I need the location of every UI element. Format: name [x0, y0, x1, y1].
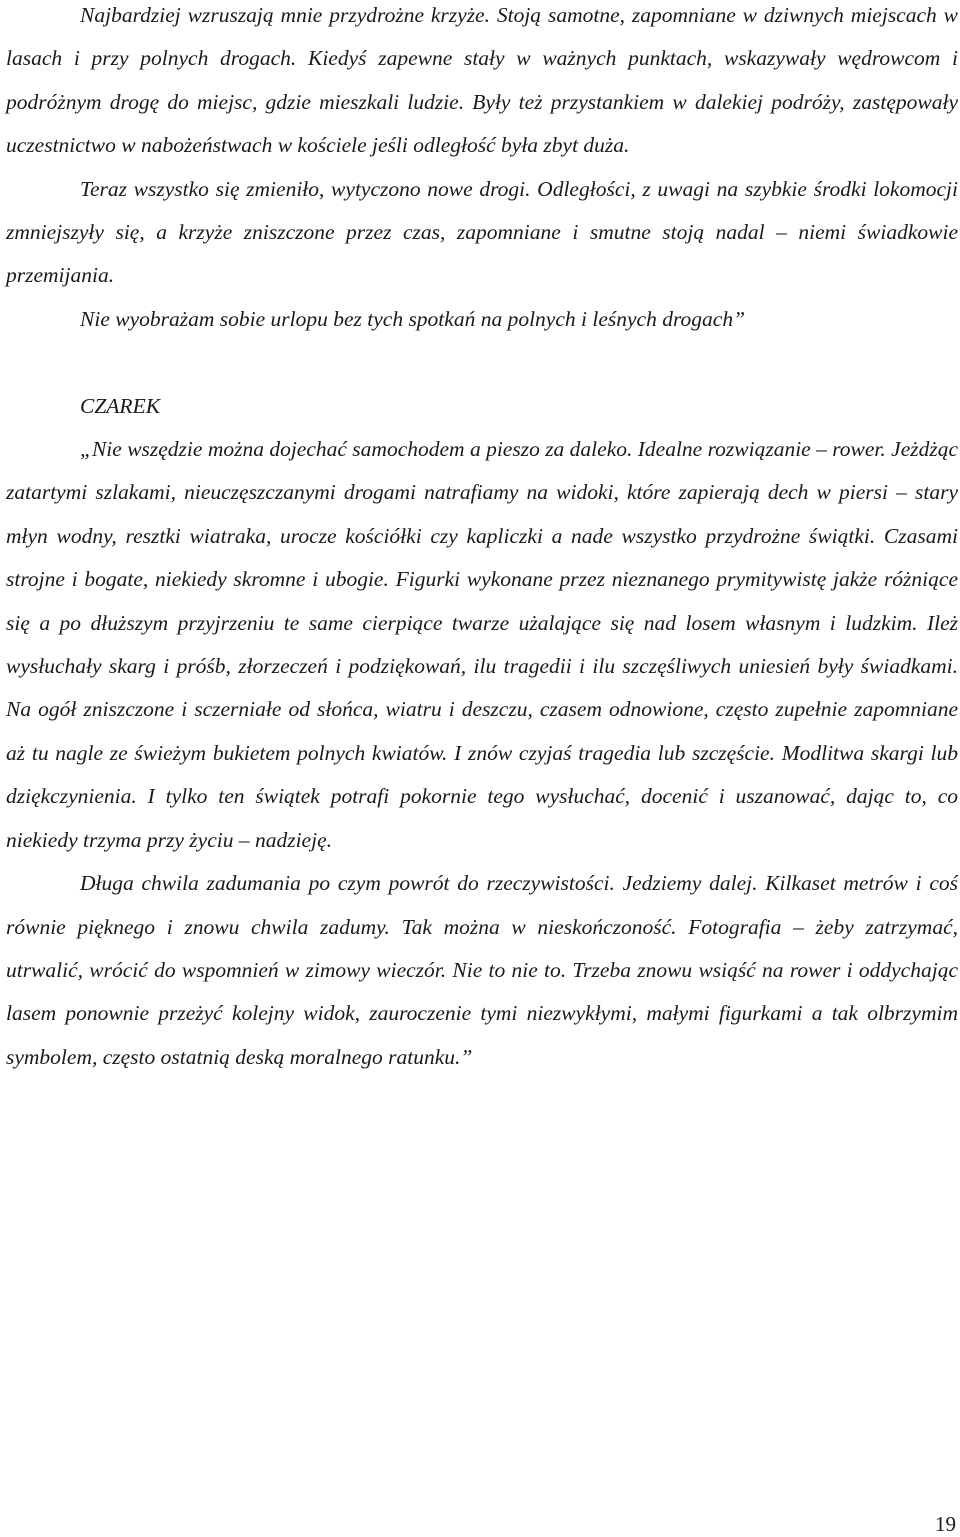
- quote-paragraph-reflection: Długa chwila zadumania po czym powrót do rzeczywistości. Jedziemy dalej. Kilkaset metrów i coś równie pięknego i znowu chwila zadumy. Tak można w nieskończoność. Fotografia – żeby zatrzymać, utrwalić, wrócić do wspomnień w zimowy wieczór. Nie to nie to. Trzeba znowu wsiąść na rower i oddychając lasem ponownie przeżyć kolejny widok, zauroczenie tymi niezwykłymi, małymi figurkami a tak olbrzymim symbolem, często ostatnią deską moralnego ratunku.”: [6, 871, 958, 1069]
- paragraph-holiday: Nie wyobrażam sobie urlopu bez tych spotkań na polnych i leśnych drogach”: [80, 306, 746, 331]
- page-number: 19: [935, 1512, 956, 1536]
- quote-paragraph-bicycle: „Nie wszędzie można dojechać samochodem a pieszo za daleko. Idealne rozwiązanie – rower. Jeżdżąc zatartymi szlakami, nieuczęszczanymi drogami natrafiamy na widoki, które zapierają dech w piersi – stary młyn wodny, resztki wiatraka, urocze kościółki czy kapliczki a nade wszystko przydrożne świątki. Czasami strojne i bogate, niekiedy skromne i ubogie. Figurki wykonane przez nieznanego prymitywistę jakże różniące się a po dłuższym przyjrzeniu te same cierpiące twarze użalające się nad losem własnym i ludzkim. Ileż wysłuchały skarg i próśb, złorzeczeń i podziękowań, ilu tragedii i ilu szczęśliwych uniesień były świadkami. Na ogół zniszczone i sczerniałe od słońca, wiatru i deszczu, czasem odnowione, często zupełnie zapomniane aż tu nagle ze świeżym bukietem polnych kwiatów. I znów czyjaś tragedia lub szczęście. Modlitwa skargi lub dziękczynienia. I tylko ten świątek potrafi pokornie tego wysłuchać, docenić i uszanować, dając to, co niekiedy trzyma przy życiu – nadzieję.: [6, 437, 959, 852]
- paragraph-changes: Teraz wszystko się zmieniło, wytyczono nowe drogi. Odległości, z uwagi na szybkie środki lokomocji zmniejszyły się, a krzyże zniszczone przez czas, zapomniane i smutne stoją nadal – niemi świadkowie przemijania.: [6, 176, 958, 288]
- author-signature: CZAREK: [80, 393, 161, 418]
- paragraph-spacer: [6, 341, 958, 384]
- paragraph-roadside-crosses: Najbardziej wzruszają mnie przydrożne krzyże. Stoją samotne, zapomniane w dziwnych miejscach w lasach i przy polnych drogach. Kiedyś zapewne stały w ważnych punktach, wskazywały wędrowcom i podróżnym drogę do miejsc, gdzie mieszkali ludzie. Były też przystankiem w dalekiej podróży, zastępowały uczestnictwo w nabożeństwach w kościele jeśli odległość była zbyt duża.: [6, 3, 958, 158]
- document-page: [6, 0, 958, 1079]
